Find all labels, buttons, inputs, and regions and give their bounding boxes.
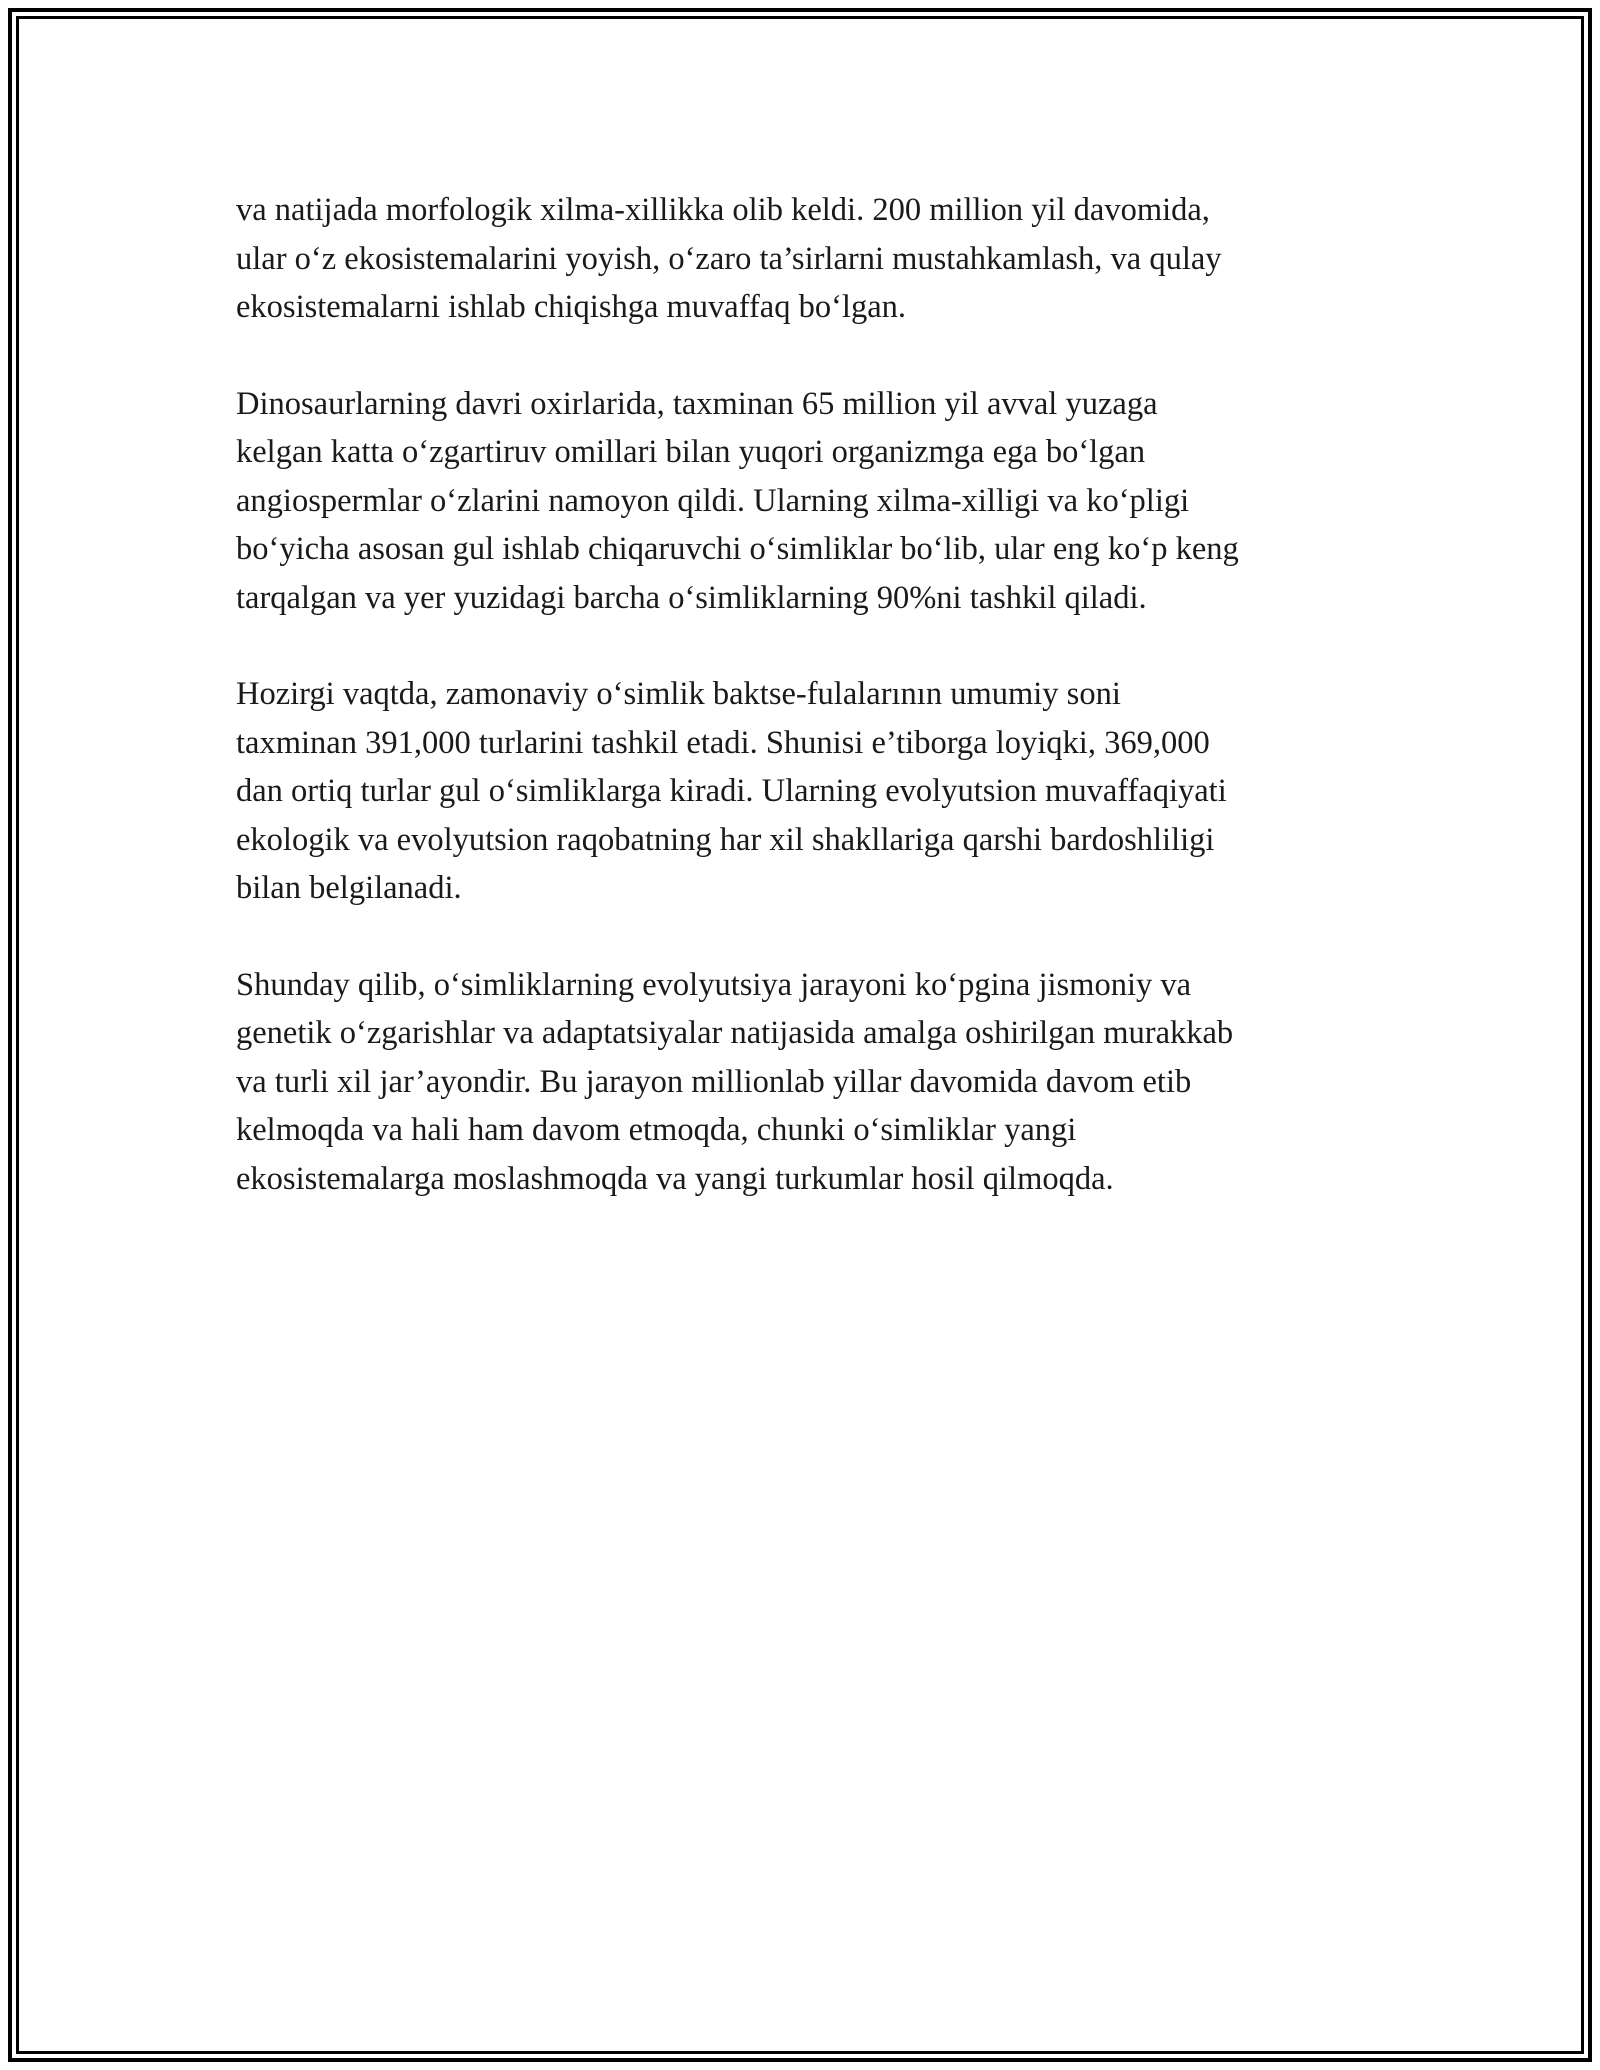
text-line: kelgan katta o‘zgartiruv omillari bilan yuqori organizmga ega bo‘lgan — [236, 434, 1146, 470]
text-line: ekosistemalarni ishlab chiqishga muvaffaq bo‘lgan. — [236, 289, 906, 325]
text-line: bilan belgilanadi. — [236, 870, 462, 906]
text-line: kelmoqda va hali ham davom etmoqda, chunki o‘simliklar yangi — [236, 1112, 1077, 1148]
text-line: angiospermlar o‘zlarini namoyon qildi. Ularning xilma-xilligi va ko‘pligi — [236, 482, 1190, 519]
text-line: taxminan 391,000 turlarini tashkil etadi. Shunisi e’tiborga loyiqki, 369,000 — [236, 724, 1210, 761]
text-line: Shunday qilib, o‘simliklarning evolyutsiya jarayoni ko‘pgina jismoniy va — [236, 966, 1192, 1003]
text-line: ekologik va evolyutsion raqobatning har xil shakllariga qarshi bardoshliligi — [236, 821, 1215, 858]
document-body — [236, 186, 1376, 1251]
text-line: ekosistemalarga moslashmoqda va yangi turkumlar hosil qilmoqda. — [236, 1160, 1114, 1197]
paragraph-3 — [236, 670, 1376, 913]
text-line: Hozirgi vaqtda, zamonaviy o‘simlik baktse-fulalarının umumiy soni — [236, 676, 1121, 712]
paragraph-2 — [236, 380, 1376, 623]
text-line: ular o‘z ekosistemalarini yoyish, o‘zaro ta’sirlarni mustahkamlash, va qulay — [236, 240, 1222, 277]
text-line: bo‘yicha asosan gul ishlab chiqaruvchi o‘simliklar bo‘lib, ular eng ko‘p keng — [236, 531, 1239, 567]
text-line: Dinosaurlarning davri oxirlarida, taxminan 65 million yil avval yuzaga — [236, 385, 1158, 422]
text-line: tarqalgan va yer yuzidagi barcha o‘simliklarning 90%ni tashkil qiladi. — [236, 579, 1147, 616]
text-line: va turli xil jar’ayondir. Bu jarayon millionlab yillar davomida davom etib — [236, 1063, 1192, 1100]
paragraph-1 — [236, 186, 1376, 332]
text-line: va natijada morfologik xilma-xillikka olib keldi. 200 million yil davomida, — [236, 192, 1210, 228]
text-line: dan ortiq turlar gul o‘simliklarga kiradi. Ularning evolyutsion muvaffaqiyati — [236, 773, 1227, 809]
text-line: genetik o‘zgarishlar va adaptatsiyalar natijasida amalga oshirilgan murakkab — [236, 1015, 1234, 1051]
paragraph-4 — [236, 961, 1376, 1204]
